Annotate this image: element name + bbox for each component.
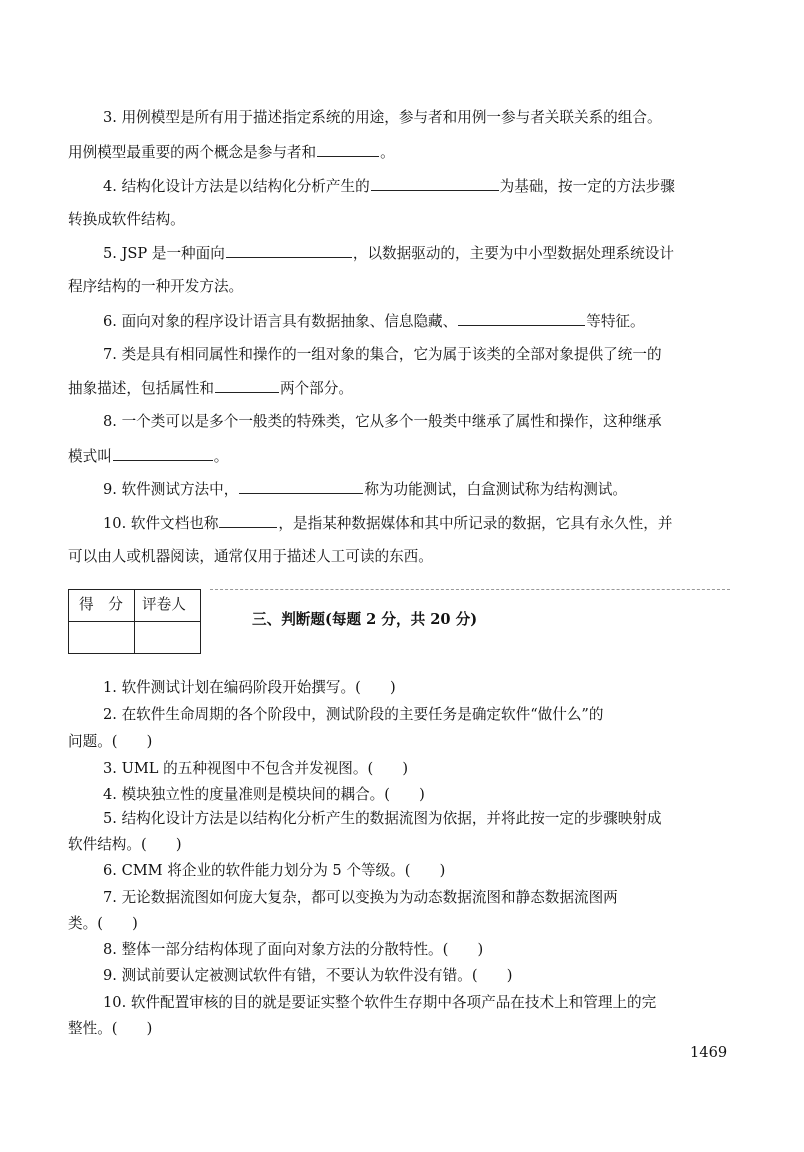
q10-line2: 可以由人或机器阅读，通常仅用于描述人工可读的东西。: [68, 548, 433, 565]
q6-line1: [0, 311, 804, 332]
tf-q7-line2: 类。( ): [68, 915, 138, 932]
tf-q2-line2: 问题。( ): [68, 733, 153, 750]
q5-line2: 程序结构的一种开发方法。: [68, 278, 244, 295]
answer-blank: [239, 479, 363, 494]
answer-blank: [371, 176, 499, 191]
q4-text-b: 为基础，按一定的方法步骤: [499, 178, 675, 195]
q6-text-b: 等特征。: [586, 313, 645, 330]
answer-blank: [113, 446, 213, 461]
q10-text-a: 10. 软件文档也称: [103, 515, 219, 532]
q7-line2: [0, 378, 804, 399]
q5-text-a: 5. JSP 是一种面向: [103, 245, 225, 262]
q10-line1: [0, 513, 804, 534]
q6-text-a: 6. 面向对象的程序设计语言具有数据抽象、信息隐藏、: [103, 313, 458, 330]
q4-line2: 转换成软件结构。: [68, 211, 185, 228]
section-divider: [210, 589, 730, 590]
tf-q10-line1: 10. 软件配置审核的目的就是要证实整个软件生存期中各项产品在技术上和管理上的完: [103, 994, 657, 1011]
tf-q5-line1: 5. 结构化设计方法是以结构化分析产生的数据流图为依据，并将此按一定的步骤映射成: [103, 810, 662, 827]
tf-q10-line2: 整性。( ): [68, 1020, 153, 1037]
q9-text-a: 9. 软件测试方法中，: [103, 481, 239, 498]
tf-q6: 6. CMM 将企业的软件能力划分为 5 个等级。( ): [103, 862, 446, 879]
q9-line1: [0, 479, 804, 500]
answer-blank: [219, 513, 277, 528]
page-number: 1469: [690, 1044, 728, 1061]
score-label: 得 分: [79, 596, 123, 613]
score-box: [68, 589, 201, 654]
q3-text-b: 。: [380, 144, 395, 161]
answer-blank: [215, 378, 279, 393]
answer-blank: [317, 142, 379, 157]
q3-line2: [0, 142, 804, 163]
q10-text-b: ，是指某种数据媒体和其中所记录的数据，它具有永久性，并: [278, 515, 673, 532]
q3-line1: 3. 用例模型是所有用于描述指定系统的用途，参与者和用例一参与者关联关系的组合。: [103, 109, 662, 126]
q8-text-b: 。: [213, 448, 229, 465]
tf-q1: 1. 软件测试计划在编码阶段开始撰写。( ): [103, 679, 396, 696]
tf-q8: 8. 整体一部分结构体现了面向对象方法的分散特性。( ): [103, 941, 484, 958]
q5-line1: [0, 243, 804, 264]
score-box-divider: [69, 621, 200, 622]
q7-text-b: 两个部分。: [279, 380, 353, 397]
q8-text-a: 模式叫: [68, 448, 112, 465]
section-title: 三、判断题(每题 2 分，共 20 分): [252, 611, 478, 628]
tf-q3: 3. UML 的五种视图中不包含并发视图。( ): [103, 760, 409, 777]
q4-line1: [0, 176, 804, 197]
q9-text-b: 称为功能测试，白盒测试称为结构测试。: [364, 481, 628, 498]
q4-text-a: 4. 结构化设计方法是以结构化分析产生的: [103, 178, 370, 195]
q7-line1: 7. 类是具有相同属性和操作的一组对象的集合，它为属于该类的全部对象提供了统一的: [103, 346, 662, 363]
q3-text-a: 用例模型最重要的两个概念是参与者和: [68, 144, 317, 161]
q5-text-b: ，以数据驱动的，主要为中小型数据处理系统设计: [352, 245, 674, 262]
tf-q4: 4. 模块独立性的度量准则是模块间的耦合。( ): [103, 786, 425, 803]
tf-q2-line1: 2. 在软件生命周期的各个阶段中，测试阶段的主要任务是确定软件“做什么”的: [103, 706, 604, 723]
tf-q9: 9. 测试前要认定被测试软件有错，不要认为软件没有错。( ): [103, 967, 513, 984]
answer-blank: [226, 243, 352, 258]
answer-blank: [458, 311, 585, 326]
q8-line2: [0, 446, 804, 467]
grader-label: 评卷人: [142, 596, 186, 613]
q7-text-a: 抽象描述，包括属性和: [68, 380, 214, 397]
q8-line1: 8. 一个类可以是多个一般类的特殊类，它从多个一般类中继承了属性和操作，这种继承: [103, 413, 662, 430]
tf-q7-line1: 7. 无论数据流图如何庞大复杂，都可以变换为为动态数据流图和静态数据流图两: [103, 889, 618, 906]
tf-q5-line2: 软件结构。( ): [68, 836, 182, 853]
